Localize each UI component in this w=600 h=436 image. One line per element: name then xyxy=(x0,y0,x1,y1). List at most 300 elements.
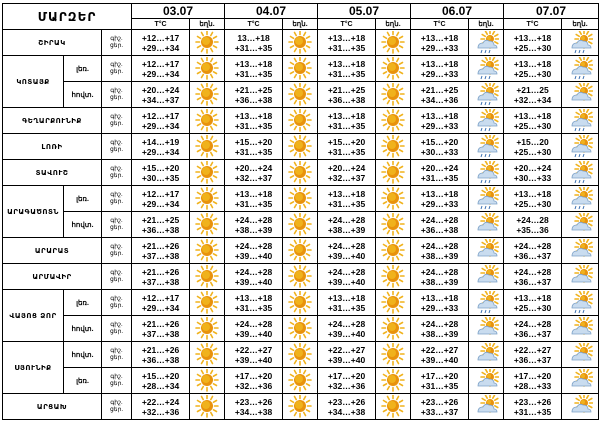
sun-icon xyxy=(376,109,410,132)
sun-cloud-icon xyxy=(469,317,503,340)
night-label: գիշ. xyxy=(110,321,123,328)
sun-icon xyxy=(376,57,410,80)
night-temp: +13…+18 xyxy=(513,58,552,69)
night-label: գիշ. xyxy=(110,61,123,68)
date-header: 06.07 xyxy=(411,4,504,19)
night-temp: +20…+24 xyxy=(141,84,180,95)
temperature-cell xyxy=(504,82,562,108)
day-label: ցեր. xyxy=(109,406,124,413)
day-temp: +36…+38 xyxy=(327,94,366,105)
weather-header: եղն. xyxy=(562,19,599,30)
weather-icon-cell xyxy=(376,82,411,108)
night-temp: +24…+28 xyxy=(327,266,366,277)
night-temp: +24…+28 xyxy=(327,318,366,329)
day-temp: +31…+35 xyxy=(327,42,366,53)
weather-icon-cell xyxy=(562,108,599,134)
night-temp: +15…+20 xyxy=(420,136,459,147)
sun-cloud-rain-icon xyxy=(469,109,503,132)
weather-icon-cell xyxy=(562,316,599,342)
day-temp: +31…+35 xyxy=(234,68,273,79)
sun-cloud-rain-icon xyxy=(562,135,598,158)
temperature-cell xyxy=(411,264,469,290)
sun-icon xyxy=(190,187,224,210)
night-temp: +22…+27 xyxy=(420,344,459,355)
weather-icon-cell xyxy=(376,290,411,316)
weather-icon-cell xyxy=(376,238,411,264)
weather-icon-cell xyxy=(562,212,599,238)
day-temp: +31…+35 xyxy=(234,198,273,209)
day-temp: +39…+40 xyxy=(234,328,273,339)
day-temp: +38…+39 xyxy=(420,328,459,339)
day-label: ցեր. xyxy=(109,172,124,179)
weather-icon-cell xyxy=(562,134,599,160)
weather-icon-cell xyxy=(283,316,318,342)
temperature-cell xyxy=(504,342,562,368)
day-temp: +36…+37 xyxy=(513,276,552,287)
day-temp: +34…+38 xyxy=(327,406,366,417)
day-temp: +29…+33 xyxy=(420,68,459,79)
weather-icon-cell xyxy=(283,394,318,420)
day-label: ցեր. xyxy=(109,380,124,387)
temperature-cell xyxy=(504,264,562,290)
weather-icon-cell xyxy=(283,368,318,394)
day-temp: +39…+40 xyxy=(234,250,273,261)
temperature-cell xyxy=(411,238,469,264)
night-temp: +24…+28 xyxy=(513,240,552,251)
sun-icon xyxy=(283,161,317,184)
weather-icon-cell xyxy=(376,394,411,420)
temperature-cell xyxy=(504,186,562,212)
sun-icon xyxy=(376,135,410,158)
weather-icon-cell xyxy=(469,56,504,82)
weather-icon-cell xyxy=(376,316,411,342)
sun-cloud-rain-icon xyxy=(469,187,503,210)
region-name: ՏԱՎՈՒՇ xyxy=(3,160,102,186)
sun-icon xyxy=(283,187,317,210)
temperature-cell xyxy=(318,186,376,212)
sun-icon xyxy=(376,343,410,366)
weather-icon-cell xyxy=(376,56,411,82)
night-temp: +21…+25 xyxy=(234,84,273,95)
temperature-cell xyxy=(411,368,469,394)
temperature-cell xyxy=(504,290,562,316)
weather-header: եղն. xyxy=(469,19,504,30)
day-temp: +31…+35 xyxy=(327,198,366,209)
sun-cloud-icon xyxy=(469,369,503,392)
region-name: ԿՈՏԱՅՔ xyxy=(3,56,64,108)
time-of-day xyxy=(102,394,132,420)
temperature-cell xyxy=(225,82,283,108)
night-temp: +12…+17 xyxy=(141,292,180,303)
weather-icon-cell xyxy=(562,264,599,290)
sun-icon xyxy=(376,239,410,262)
weather-icon-cell xyxy=(190,186,225,212)
sun-cloud-icon xyxy=(469,213,503,236)
temperature-cell xyxy=(132,394,190,420)
temperature-cell xyxy=(225,30,283,56)
region-name: ԱՐՄԱՎԻՐ xyxy=(3,264,102,290)
sun-icon xyxy=(283,213,317,236)
sun-icon xyxy=(376,369,410,392)
temp-header: T°C xyxy=(504,19,562,30)
weather-icon-cell xyxy=(376,212,411,238)
day-label: ցեր. xyxy=(109,94,124,101)
sun-icon xyxy=(283,83,317,106)
night-label: գիշ. xyxy=(110,139,123,146)
day-temp: +25…+30 xyxy=(513,68,552,79)
night-temp: +13…+18 xyxy=(513,32,552,43)
sun-icon xyxy=(190,57,224,80)
sun-icon xyxy=(283,239,317,262)
weather-icon-cell xyxy=(283,212,318,238)
region-name: ՎԱՅՈՑ ՁՈՐ xyxy=(3,290,64,342)
day-temp: +25…+30 xyxy=(513,302,552,313)
temperature-cell xyxy=(411,108,469,134)
sun-cloud-icon xyxy=(562,395,598,418)
night-temp: +13…+18 xyxy=(513,292,552,303)
night-temp: +15…+20 xyxy=(141,162,180,173)
time-of-day xyxy=(102,316,132,342)
temperature-cell xyxy=(411,186,469,212)
day-temp: +39…+40 xyxy=(327,250,366,261)
weather-icon-cell xyxy=(376,342,411,368)
weather-icon-cell xyxy=(562,30,599,56)
region-name: ԱՐԱԳԱԾՈՏՆ xyxy=(3,186,64,238)
night-temp: +21…25 xyxy=(516,84,549,95)
day-temp: +35…36 xyxy=(516,224,549,235)
night-label: գիշ. xyxy=(110,113,123,120)
weather-icon-cell xyxy=(283,160,318,186)
sun-cloud-rain-icon xyxy=(562,187,598,210)
temperature-cell xyxy=(318,56,376,82)
sun-icon xyxy=(376,291,410,314)
night-label: գիշ. xyxy=(110,243,123,250)
night-temp: +21…+25 xyxy=(327,84,366,95)
night-label: գիշ. xyxy=(110,373,123,380)
sun-cloud-icon xyxy=(562,213,598,236)
day-temp: +36…+38 xyxy=(141,354,180,365)
temperature-cell xyxy=(225,108,283,134)
weather-icon-cell xyxy=(469,264,504,290)
time-of-day xyxy=(102,186,132,212)
sun-cloud-icon xyxy=(562,369,598,392)
temperature-cell xyxy=(132,368,190,394)
time-of-day xyxy=(102,30,132,56)
sun-icon xyxy=(190,135,224,158)
day-temp: +36…+37 xyxy=(513,354,552,365)
sun-icon xyxy=(376,161,410,184)
temperature-cell xyxy=(225,186,283,212)
day-label: ցեր. xyxy=(109,328,124,335)
night-temp: +20…+24 xyxy=(420,162,459,173)
temperature-cell xyxy=(225,134,283,160)
day-temp: +38…+39 xyxy=(420,276,459,287)
sun-icon xyxy=(283,343,317,366)
sun-cloud-icon xyxy=(562,239,598,262)
subregion-label: հովտ. xyxy=(64,82,102,108)
sun-icon xyxy=(190,239,224,262)
day-temp: +32…+34 xyxy=(513,94,552,105)
weather-icon-cell xyxy=(376,264,411,290)
day-temp: +29…+33 xyxy=(420,302,459,313)
weather-icon-cell xyxy=(190,108,225,134)
weather-icon-cell xyxy=(283,108,318,134)
sun-icon xyxy=(283,135,317,158)
temperature-cell xyxy=(132,108,190,134)
day-label: ցեր. xyxy=(109,354,124,361)
sun-cloud-icon xyxy=(562,265,598,288)
weather-icon-cell xyxy=(283,342,318,368)
temperature-cell xyxy=(504,134,562,160)
regions-header: ՄԱՐԶԵՐ xyxy=(3,4,132,30)
night-temp: +13…+18 xyxy=(234,292,273,303)
night-temp: +12…+17 xyxy=(141,32,180,43)
weather-icon-cell xyxy=(190,368,225,394)
temperature-cell xyxy=(132,186,190,212)
sun-cloud-icon xyxy=(469,265,503,288)
temperature-cell xyxy=(411,134,469,160)
weather-icon-cell xyxy=(376,368,411,394)
weather-icon-cell xyxy=(283,290,318,316)
sun-cloud-rain-icon xyxy=(469,83,503,106)
time-of-day xyxy=(102,342,132,368)
night-temp: +13…+18 xyxy=(420,32,459,43)
sun-cloud-icon xyxy=(562,83,598,106)
night-temp: +21…+26 xyxy=(141,240,180,251)
temperature-cell xyxy=(318,290,376,316)
night-temp: +24…+28 xyxy=(234,240,273,251)
subregion-label: լեռ. xyxy=(64,56,102,82)
table-row xyxy=(3,290,599,316)
weather-icon-cell xyxy=(283,238,318,264)
table-row xyxy=(3,212,599,238)
night-label: գիշ. xyxy=(110,399,123,406)
date-row xyxy=(3,4,599,19)
temperature-cell xyxy=(132,264,190,290)
sun-icon xyxy=(190,291,224,314)
night-temp: +13…+18 xyxy=(513,110,552,121)
temperature-cell xyxy=(411,290,469,316)
weather-icon-cell xyxy=(283,264,318,290)
day-temp: +31…+35 xyxy=(234,302,273,313)
night-temp: +23…+26 xyxy=(513,396,552,407)
sun-icon xyxy=(283,109,317,132)
region-name: ԼՈՌԻ xyxy=(3,134,102,160)
night-temp: +20…+24 xyxy=(327,162,366,173)
day-temp: +31…+35 xyxy=(327,146,366,157)
sun-cloud-icon xyxy=(562,343,598,366)
day-temp: +31…+35 xyxy=(234,120,273,131)
day-temp: +25…+30 xyxy=(513,120,552,131)
temperature-cell xyxy=(132,56,190,82)
time-of-day xyxy=(102,290,132,316)
day-temp: +37…+38 xyxy=(141,328,180,339)
day-temp: +30…+33 xyxy=(420,146,459,157)
weather-icon-cell xyxy=(469,108,504,134)
day-temp: +29…+34 xyxy=(141,42,180,53)
night-label: գիշ. xyxy=(110,217,123,224)
day-temp: +31…+35 xyxy=(327,302,366,313)
day-label: ցեր. xyxy=(109,120,124,127)
night-temp: +15…+20 xyxy=(327,136,366,147)
sun-cloud-rain-icon xyxy=(469,291,503,314)
subregion-label: լեռ. xyxy=(64,186,102,212)
temperature-cell xyxy=(225,264,283,290)
sun-cloud-rain-icon xyxy=(562,291,598,314)
night-temp: +24…+28 xyxy=(420,214,459,225)
day-temp: +29…+34 xyxy=(141,120,180,131)
day-temp: +31…+35 xyxy=(420,172,459,183)
weather-icon-cell xyxy=(283,56,318,82)
date-header: 03.07 xyxy=(132,4,225,19)
weather-icon-cell xyxy=(562,82,599,108)
time-of-day xyxy=(102,108,132,134)
day-temp: +34…+37 xyxy=(141,94,180,105)
day-temp: +31…+35 xyxy=(420,380,459,391)
night-temp: +24…+28 xyxy=(234,266,273,277)
temperature-cell xyxy=(225,316,283,342)
night-temp: +24…+28 xyxy=(327,240,366,251)
sun-icon xyxy=(376,265,410,288)
temperature-cell xyxy=(504,108,562,134)
weather-icon-cell xyxy=(562,290,599,316)
sun-icon xyxy=(283,31,317,54)
weather-icon-cell xyxy=(469,342,504,368)
sun-cloud-rain-icon xyxy=(469,135,503,158)
table-row xyxy=(3,316,599,342)
sun-cloud-rain-icon xyxy=(469,57,503,80)
temperature-cell xyxy=(411,56,469,82)
sun-icon xyxy=(283,369,317,392)
night-label: գիշ. xyxy=(110,191,123,198)
day-temp: +34…+38 xyxy=(234,406,273,417)
day-temp: +36…+37 xyxy=(513,250,552,261)
day-temp: +30…+33 xyxy=(513,172,552,183)
temperature-cell xyxy=(411,212,469,238)
night-temp: +13…+18 xyxy=(420,292,459,303)
sun-cloud-rain-icon xyxy=(562,31,598,54)
table-row xyxy=(3,134,599,160)
night-temp: +22…+27 xyxy=(513,344,552,355)
date-header: 04.07 xyxy=(225,4,318,19)
day-temp: +38…+39 xyxy=(234,224,273,235)
sun-cloud-rain-icon xyxy=(469,161,503,184)
day-temp: +34…+36 xyxy=(420,94,459,105)
temperature-cell xyxy=(318,394,376,420)
weather-icon-cell xyxy=(283,82,318,108)
day-label: ցեր. xyxy=(109,302,124,309)
night-temp: +12…+17 xyxy=(141,58,180,69)
forecast-table xyxy=(2,3,599,420)
sun-cloud-icon xyxy=(562,317,598,340)
night-temp: +17…+20 xyxy=(234,370,273,381)
night-label: գիշ. xyxy=(110,165,123,172)
sun-icon xyxy=(376,395,410,418)
sun-icon xyxy=(190,213,224,236)
night-temp: +24…+28 xyxy=(420,266,459,277)
table-row xyxy=(3,342,599,368)
table-row xyxy=(3,30,599,56)
sun-icon xyxy=(190,83,224,106)
night-temp: +13…+18 xyxy=(420,58,459,69)
weather-icon-cell xyxy=(376,186,411,212)
date-header: 07.07 xyxy=(504,4,599,19)
temperature-cell xyxy=(411,30,469,56)
night-temp: +23…+26 xyxy=(234,396,273,407)
day-temp: +29…+34 xyxy=(141,146,180,157)
night-temp: +21…+26 xyxy=(141,318,180,329)
night-temp: +17…+20 xyxy=(420,370,459,381)
temperature-cell xyxy=(504,30,562,56)
temperature-cell xyxy=(318,316,376,342)
weather-icon-cell xyxy=(469,160,504,186)
night-temp: +24…+28 xyxy=(234,318,273,329)
night-temp: +24…+28 xyxy=(420,240,459,251)
night-temp: +24…28 xyxy=(516,214,549,225)
day-temp: +32…+36 xyxy=(327,380,366,391)
day-temp: +32…+36 xyxy=(141,406,180,417)
region-name: ՇԻՐԱԿ xyxy=(3,30,102,56)
weather-icon-cell xyxy=(190,212,225,238)
sun-icon xyxy=(283,395,317,418)
night-temp: +13…+18 xyxy=(513,188,552,199)
temperature-cell xyxy=(504,160,562,186)
weather-icon-cell xyxy=(190,394,225,420)
day-temp: +29…+34 xyxy=(141,198,180,209)
temperature-cell xyxy=(132,316,190,342)
weather-icon-cell xyxy=(469,212,504,238)
night-temp: +15…20 xyxy=(516,136,549,147)
night-temp: +15…+20 xyxy=(141,370,180,381)
weather-icon-cell xyxy=(190,30,225,56)
table-row xyxy=(3,394,599,420)
sun-icon xyxy=(283,317,317,340)
night-temp: +20…+24 xyxy=(513,162,552,173)
temperature-cell xyxy=(132,238,190,264)
sun-icon xyxy=(190,395,224,418)
day-temp: +25…+30 xyxy=(513,198,552,209)
temperature-cell xyxy=(411,394,469,420)
region-name: ՍՅՈՒՆԻՔ xyxy=(3,342,64,394)
weather-header: եղն. xyxy=(376,19,411,30)
day-label: ցեր. xyxy=(109,42,124,49)
night-temp: +13…+18 xyxy=(420,110,459,121)
table-body xyxy=(3,30,599,420)
weather-icon-cell xyxy=(469,134,504,160)
weather-icon-cell xyxy=(562,238,599,264)
day-temp: +32…+36 xyxy=(234,380,273,391)
table-row xyxy=(3,238,599,264)
day-temp: +37…+38 xyxy=(141,276,180,287)
night-temp: +24…+28 xyxy=(513,266,552,277)
day-temp: +30…+35 xyxy=(141,172,180,183)
table-row xyxy=(3,160,599,186)
temperature-cell xyxy=(411,82,469,108)
weather-icon-cell xyxy=(469,368,504,394)
table-row xyxy=(3,82,599,108)
day-temp: +29…+34 xyxy=(141,68,180,79)
day-temp: +28…+33 xyxy=(513,380,552,391)
weather-icon-cell xyxy=(190,264,225,290)
temperature-cell xyxy=(504,368,562,394)
temp-header: T°C xyxy=(225,19,283,30)
weather-icon-cell xyxy=(562,368,599,394)
day-temp: +39…+40 xyxy=(327,276,366,287)
temperature-cell xyxy=(504,394,562,420)
sun-icon xyxy=(190,317,224,340)
subregion-label: լեռ. xyxy=(64,368,102,394)
temperature-cell xyxy=(504,238,562,264)
